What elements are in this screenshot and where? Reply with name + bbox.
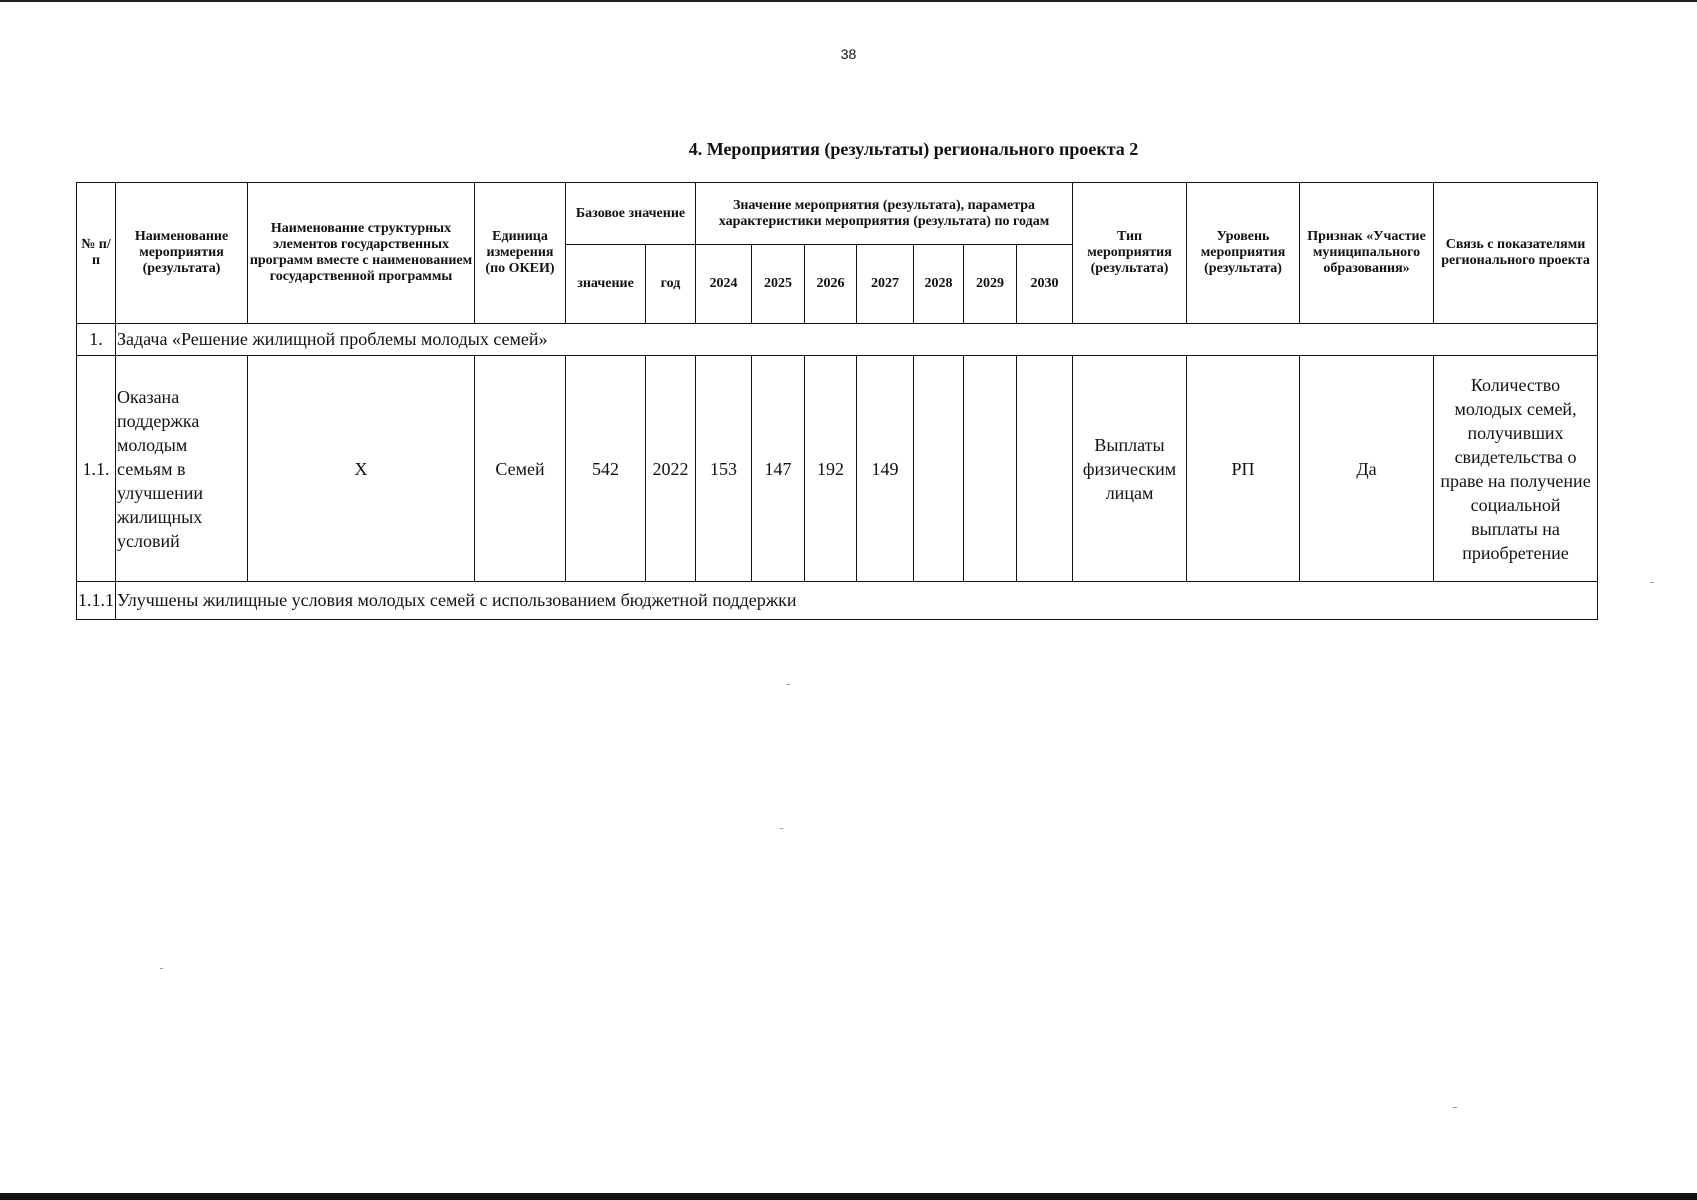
row-link: Количество молодых семей, получивших свидетельства о праве на получение социальной выплаты на приобретение (1434, 356, 1598, 582)
row-value-2026: 192 (805, 356, 857, 582)
scan-speck (787, 684, 790, 685)
row-value-2029 (964, 356, 1017, 582)
header-link: Связь с показателями регионального проекта (1434, 183, 1598, 324)
section-title: 4. Мероприятия (результаты) регионального проекта 2 (688, 139, 1139, 159)
header-year: 2024 (696, 245, 752, 324)
header-municipal: Признак «Участие муниципального образования» (1300, 183, 1434, 324)
bottom-scan-edge (0, 1193, 1697, 1200)
row-level: РП (1187, 356, 1300, 582)
row-value-2024: 153 (696, 356, 752, 582)
header-base-year: год (646, 245, 696, 324)
header-year: 2025 (752, 245, 805, 324)
page-number: 38 (840, 46, 857, 62)
header-unit: Единица измерения (по ОКЕИ) (475, 183, 566, 324)
row-type: Выплаты физическим лицам (1073, 356, 1187, 582)
scan-speck (780, 828, 783, 829)
top-border-line (0, 0, 1697, 2)
header-year: 2030 (1017, 245, 1073, 324)
row-num: 1.1. (77, 356, 116, 582)
row-name: Оказана поддержка молодым семьям в улучшении жилищных условий (116, 356, 248, 582)
scan-speck (1453, 1107, 1457, 1108)
row-base-value: 542 (566, 356, 646, 582)
row-municipal: Да (1300, 356, 1434, 582)
header-year: 2026 (805, 245, 857, 324)
row-value-2028 (914, 356, 964, 582)
header-type: Тип мероприятия (результата) (1073, 183, 1187, 324)
header-name: Наименование мероприятия (результата) (116, 183, 248, 324)
subrow-text: Улучшены жилищные условия молодых семей с использованием бюджетной поддержки (116, 582, 1598, 620)
row-value-2030 (1017, 356, 1073, 582)
sub-result-row (77, 582, 1598, 620)
row-structural: Х (248, 356, 475, 582)
scan-speck (160, 968, 163, 969)
header-year: 2027 (857, 245, 914, 324)
header-year: 2028 (914, 245, 964, 324)
task-num: 1. (77, 324, 116, 356)
scan-speck (1650, 582, 1654, 583)
row-base-year: 2022 (646, 356, 696, 582)
header-structural: Наименование структурных элементов государственных программ вместе с наименованием государственной программы (248, 183, 475, 324)
results-table (76, 182, 1598, 620)
header-years-group: Значение мероприятия (результата), параметра характеристики мероприятия (результата) по годам (696, 183, 1073, 245)
task-text: Задача «Решение жилищной проблемы молодых семей» (116, 324, 1598, 356)
row-value-2027: 149 (857, 356, 914, 582)
header-level: Уровень мероприятия (результата) (1187, 183, 1300, 324)
header-row-top (77, 183, 1598, 245)
header-base-group: Базовое значение (566, 183, 696, 245)
header-base-value: значение (566, 245, 646, 324)
subrow-num: 1.1.1 (77, 582, 116, 620)
row-value-2025: 147 (752, 356, 805, 582)
task-row (77, 324, 1598, 356)
table-row (77, 356, 1598, 582)
header-num: № п/п (77, 183, 116, 324)
header-year: 2029 (964, 245, 1017, 324)
row-unit: Семей (475, 356, 566, 582)
